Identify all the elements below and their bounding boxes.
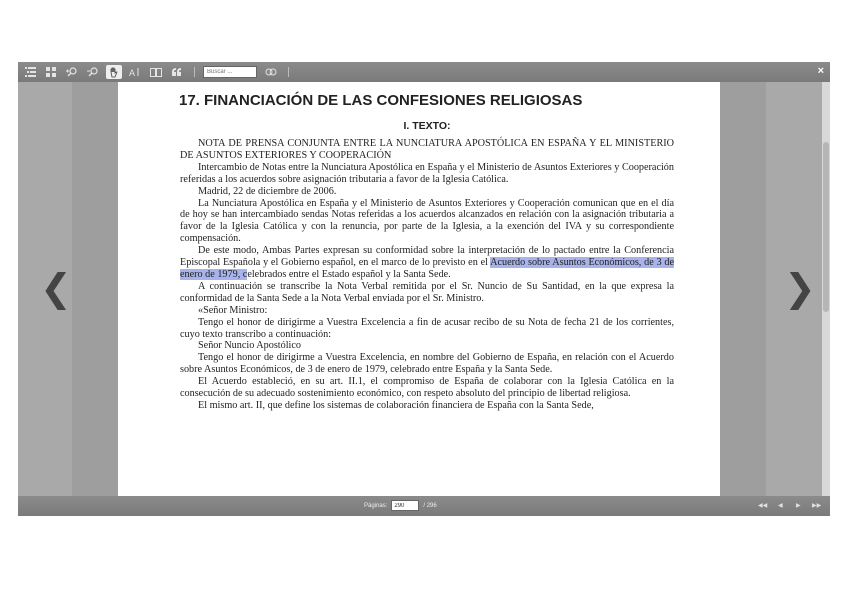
- paragraph-text: De este modo, Ambas Partes expresan su conformidad sobre la interpretación de lo pactado entre la Conferencia Episcopal Española y el Gobierno español, en el marco de lo previsto en el: [180, 245, 674, 269]
- paragraph: Tengo el honor de dirigirme a Vuestra Excelencia, en nombre del Gobierno de España, en relación con el Acuerdo sobre Asuntos Económicos, de 3 de enero de 1979, celebrado entre España y la Santa Sede.: [180, 352, 674, 376]
- page-counter: [364, 500, 437, 511]
- toolbar-separator: [288, 67, 289, 77]
- total-pages: / 296: [423, 502, 437, 509]
- paragraph: «Señor Ministro:: [198, 304, 268, 316]
- outline-icon[interactable]: [22, 65, 38, 79]
- close-button[interactable]: ×: [817, 65, 824, 77]
- page-number-input[interactable]: [391, 500, 419, 511]
- vertical-scrollbar[interactable]: [822, 82, 830, 496]
- previous-page-arrow-icon[interactable]: ❮: [40, 266, 72, 310]
- next-page-arrow-icon[interactable]: ❯: [784, 266, 816, 310]
- document-title: 17. FINANCIACIÓN DE LAS CONFESIONES RELIGIOSAS: [179, 92, 583, 109]
- section-heading: I. TEXTO:: [403, 120, 451, 132]
- paragraph: Señor Nuncio Apostólico: [198, 340, 301, 352]
- paragraph: NOTA DE PRENSA CONJUNTA ENTRE LA NUNCIATURA APOSTÓLICA EN ESPAÑA Y EL MINISTERIO DE ASUNTOS EXTERIORES Y COOPERACIÓN: [180, 138, 674, 161]
- zoom-in-icon[interactable]: [64, 65, 80, 79]
- next-page-icon[interactable]: ▶: [796, 503, 801, 509]
- last-page-icon[interactable]: ▶▶: [812, 503, 822, 509]
- svg-text:A: A: [129, 68, 136, 77]
- scrollbar-thumb[interactable]: [823, 142, 829, 312]
- paragraph: [180, 245, 674, 281]
- book-view-icon[interactable]: [148, 65, 164, 79]
- paragraph-text: elebrados entre el Estado español y la Santa Sede.: [247, 268, 451, 280]
- highlighted-text[interactable]: Acuerdo sobre Asuntos Económicos, de 3 de enero de 1979, c: [180, 257, 674, 280]
- previous-page-icon[interactable]: ◀: [778, 503, 783, 509]
- thumbnails-icon[interactable]: [43, 65, 59, 79]
- paragraph: A continuación se transcribe la Nota Verbal remitida por el Sr. Nuncio de Su Santidad, en la que expresa la conformidad de la Santa Sede a la Nota Verbal enviada por el Sr. Ministro.: [180, 280, 674, 304]
- document-page: [118, 82, 720, 496]
- paragraph: Tengo el honor de dirigirme a Vuestra Excelencia a fin de acusar recibo de su Nota de fecha 21 de los corrientes, cuyo texto transcribo a continuación:: [180, 316, 674, 340]
- paragraph: Intercambio de Notas entre la Nunciatura Apostólica en España y el Ministerio de Asuntos Exteriores y Cooperación referidas a los acuerdos sobre asignación tributaria a favor de la Iglesia Católica.: [180, 161, 674, 185]
- page-shadow-right: [720, 82, 766, 496]
- paragraph: El mismo art. II, que define los sistemas de colaboración financiera de España con la Santa Sede,: [198, 399, 594, 411]
- paragraph: La Nunciatura Apostólica en España y el Ministerio de Asuntos Exteriores y Cooperación comunican que en el día de hoy se han intercambiado sendas Notas referidas a los acuerdos alcanzados en relación con la asignación tributaria a favor de la Iglesia Católica y con la renuncia, por parte de la Iglesia, a la exención del IVA y su correspondiente compensación.: [180, 197, 674, 245]
- zoom-out-icon[interactable]: [85, 65, 101, 79]
- page-shadow-left: [72, 82, 118, 496]
- page-stage: [18, 82, 830, 496]
- first-page-icon[interactable]: ◀◀: [758, 503, 768, 509]
- quote-icon[interactable]: [169, 65, 185, 79]
- toolbar-separator: [194, 67, 195, 77]
- search-options-icon[interactable]: [263, 65, 279, 79]
- pages-label: Páginas:: [364, 502, 388, 509]
- paragraph: El Acuerdo estableció, en su art. II.1, el compromiso de España de colaborar con la Iglesia Católica en la consecución de su adecuado sostenimiento económico, con respeto absoluto del principio de libertad religiosa.: [180, 376, 674, 400]
- document-viewer: [18, 62, 830, 516]
- paragraph: Madrid, 22 de diciembre de 2006.: [198, 185, 337, 197]
- search-input[interactable]: [203, 66, 257, 78]
- hand-tool-icon[interactable]: [106, 65, 122, 79]
- text-select-icon[interactable]: [127, 65, 143, 79]
- footer-bar: [18, 496, 830, 516]
- toolbar: [18, 62, 830, 82]
